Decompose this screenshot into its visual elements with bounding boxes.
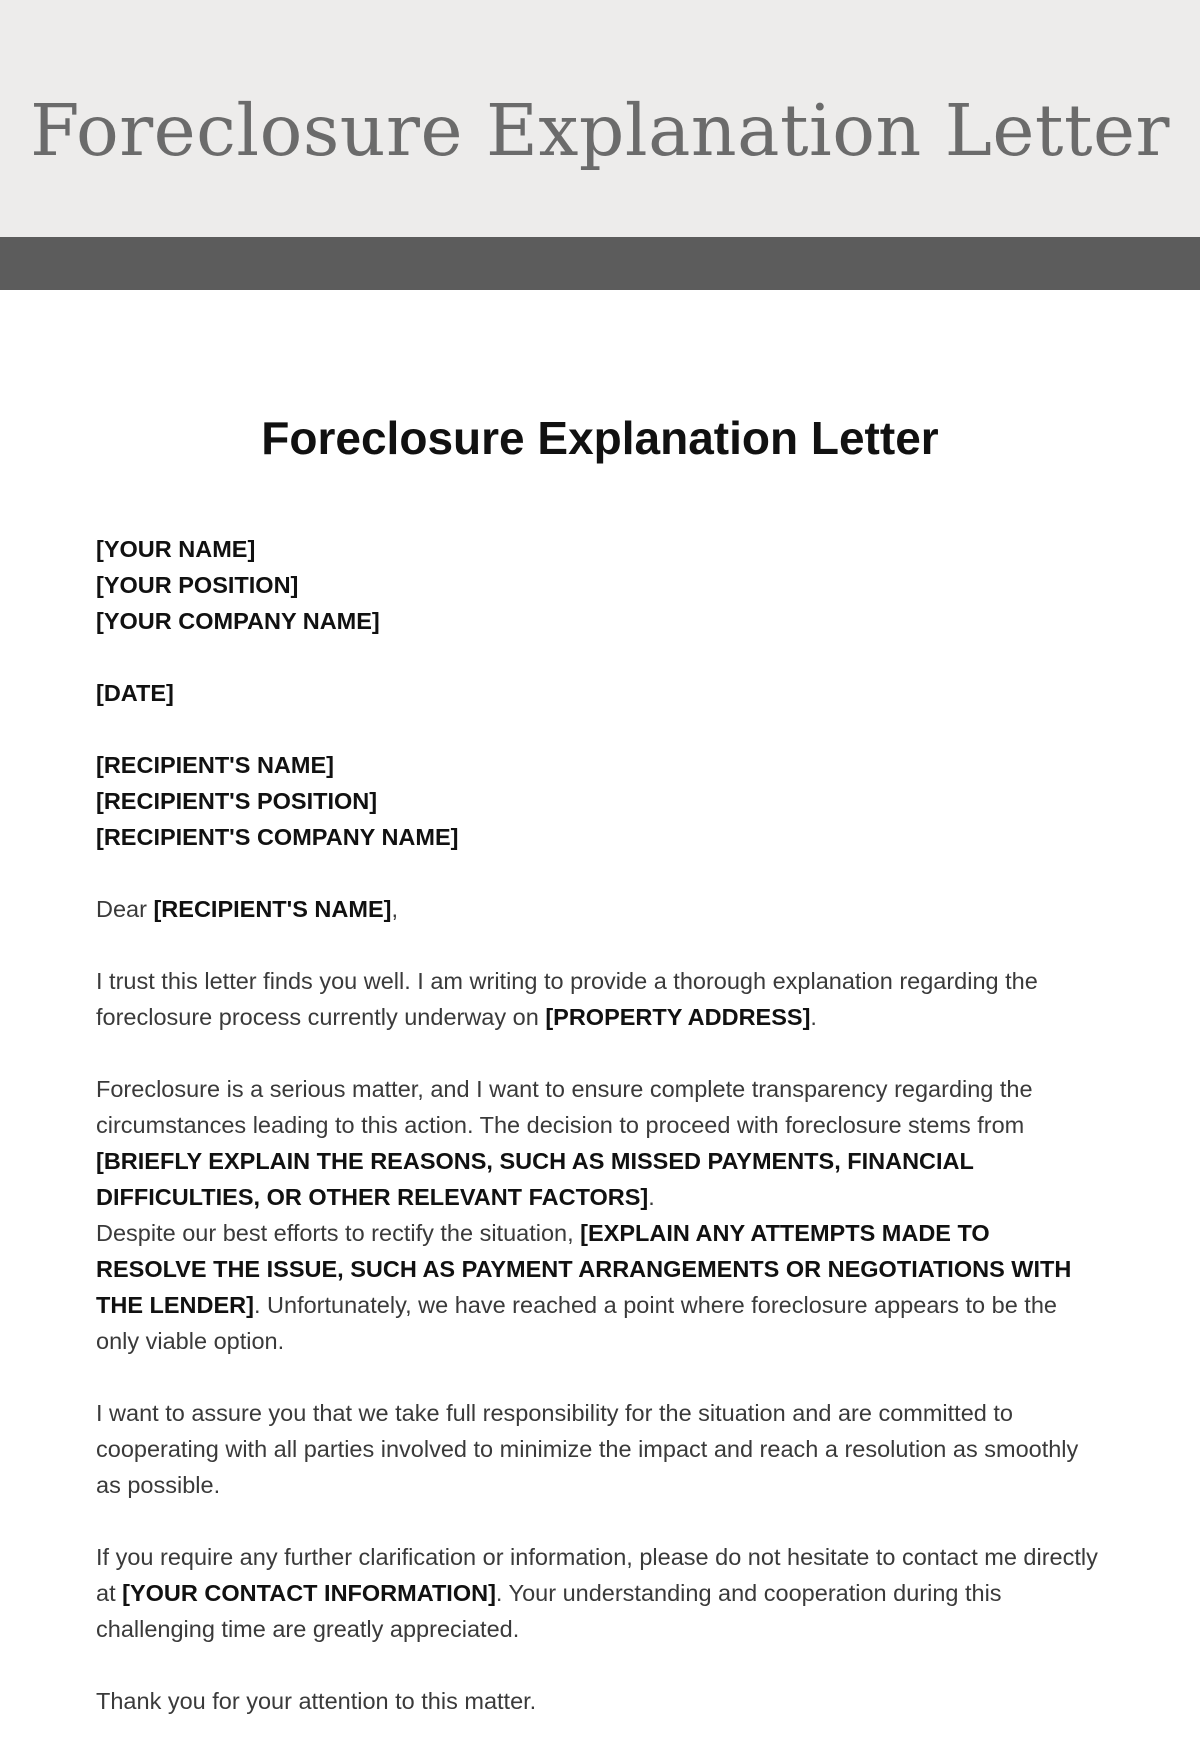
letter-date: [DATE] [96,680,174,706]
paragraph-contact-end: . Your understanding and cooperation during this challenging time are greatly appreciated. [96,1580,1002,1642]
salutation-name: [RECIPIENT'S NAME] [153,896,392,922]
paragraph-efforts [96,1215,1106,1359]
paragraph-contact-text: If you require any further clarification or information, please do not hesitate to contact me directly at [96,1544,1098,1606]
paragraph-reasons-end: . [648,1184,655,1210]
recipient-block [96,747,1106,855]
paragraph-intro-text: I trust this letter finds you well. I am writing to provide a thorough explanation regarding the foreclosure process currently underway on [96,968,1038,1030]
sender-name: [YOUR NAME] [96,536,256,562]
letter-body [96,531,1106,1755]
date-block [96,675,1106,711]
header-divider [0,237,1200,290]
paragraph-intro [96,963,1106,1035]
property-address-placeholder: [PROPERTY ADDRESS] [545,1004,811,1030]
paragraph-reasons-text: Foreclosure is a serious matter, and I want to ensure complete transparency regarding the circumstances leading to this action. The decision to proceed with foreclosure stems from [96,1076,1033,1138]
paragraph-efforts-text: Despite our best efforts to rectify the situation, [96,1220,581,1246]
recipient-company: [RECIPIENT'S COMPANY NAME] [96,824,459,850]
salutation [96,891,1106,927]
paragraph-efforts-end: . Unfortunately, we have reached a point where foreclosure appears to be the only viable option. [96,1292,1057,1354]
closing-line: Thank you for your attention to this matter. [96,1688,537,1714]
recipient-name: [RECIPIENT'S NAME] [96,752,334,778]
efforts-placeholder: [EXPLAIN ANY ATTEMPTS MADE TO RESOLVE THE ISSUE, SUCH AS PAYMENT ARRANGEMENTS OR NEGOTIATIONS WITH THE LENDER] [96,1220,1072,1318]
header-title: Foreclosure Explanation Letter [30,89,1170,172]
paragraph-responsibility-text: I want to assure you that we take full responsibility for the situation and are committed to cooperating with all parties involved to minimize the impact and reach a resolution as smoothly as possible. [96,1400,1079,1498]
paragraph-contact [96,1539,1106,1647]
sender-block [96,531,1106,639]
header-band [0,0,1200,237]
paragraph-reasons [96,1071,1106,1215]
paragraph-intro-end: . [810,1004,817,1030]
sender-company: [YOUR COMPANY NAME] [96,608,380,634]
letter-title: Foreclosure Explanation Letter [261,412,939,464]
paragraph-responsibility [96,1395,1106,1503]
recipient-position: [RECIPIENT'S POSITION] [96,788,378,814]
reasons-placeholder: [BRIEFLY EXPLAIN THE REASONS, SUCH AS MISSED PAYMENTS, FINANCIAL DIFFICULTIES, OR OTHER RELEVANT FACTORS] [96,1148,974,1210]
sender-position: [YOUR POSITION] [96,572,299,598]
salutation-suffix: , [391,896,398,922]
salutation-prefix: Dear [96,896,154,922]
contact-info-placeholder: [YOUR CONTACT INFORMATION] [122,1580,496,1606]
